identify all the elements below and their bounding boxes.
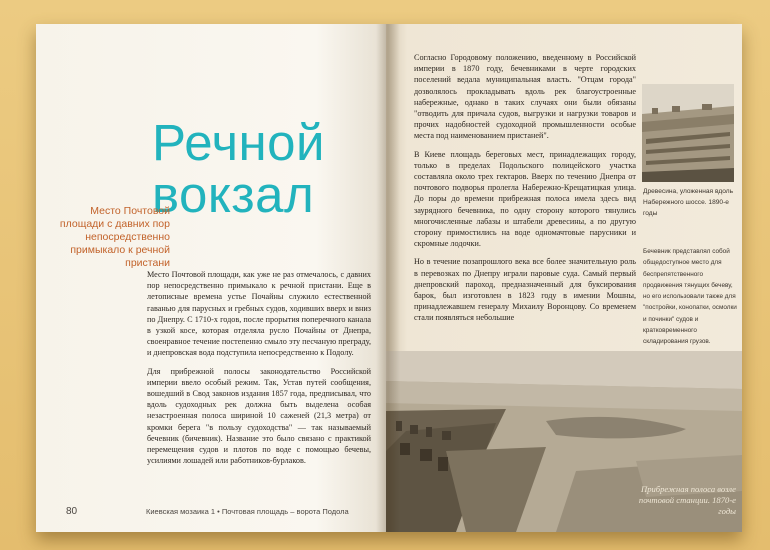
page-number: 80: [66, 506, 78, 517]
paragraph: Для прибрежной полосы законодательство Российской империи ввело особый режим. Так, Устав путей сообщения, вошедший в Свод законов издания 1857 года, предписывал, что вдоль судоходных рек должна быть выделена особая незастроенная полоса шириной 10 саженей (21,3 метра) от кромки берега "в пользу судоходства" — так называемый бечевник (бичевник). Название это было связано с практикой перемещения судов и плотов по воде с помощью бечевы, усилиями лошадей или работников-бурлаков.: [147, 366, 371, 466]
riverbank-photo-caption: Прибрежная полоса возле почтовой станции. 1870-е годы: [638, 484, 736, 516]
paragraph: Согласно Городовому положению, введенному в Российской империи в 1870 году, бечевниками в черте городских поселений ведала муниципальная власть. "Отцам города" дозволялось прокладывать вдоль рек благоустроенные набережные, однако в таких случаях они были обязаны "отводить для причала судов, выгрузки и нагрузки товаров и прочих надобностей судоходной промышленности особые места под наименованием пристаней".: [414, 53, 636, 141]
left-page: [36, 24, 386, 532]
paragraph: В Киеве площадь береговых мест, принадлежащих городу, только в пределах Подольского полицейского участка составляла около трех гектаров. Вверх по течению Днепра от почтового подворья пролегла Набережно-Крещатицкая улица. До поры до времени прибрежная полоса имела здесь вид заурядного бечевника, по одну сторону которого тянулись многочисленные лабазы и штабели древесины, а по другую сторону примостились на воде одномачтовые парусники и скромные лодочки.: [414, 149, 636, 249]
chapter-title-line-2: вокзал: [152, 166, 315, 223]
chapter-title-line-1: Речной: [152, 114, 326, 171]
book-spread: [36, 24, 742, 532]
timber-photo-caption: Древесина, уложенная вдоль Набережного шоссе. 1890-е годы: [643, 188, 734, 217]
book-gutter: [376, 24, 400, 532]
timber-photo-illustration: [642, 84, 734, 182]
running-footer: Киевская мозаика 1 • Почтовая площадь – ворота Подола: [146, 507, 349, 516]
paragraph: Но в течение позапрошлого века все более значительную роль в перевозках по Днепру играли паровые суда. Самый первый днепровский пароход, предназначенный для буксирования барок, был изготовлен в 1823 году в имении Мошны, принадлежавшем генералу Михаилу Воронцову. Со временем стали появляться небольшие: [414, 257, 636, 323]
right-body-text: [414, 52, 636, 331]
pull-quote: Место Почтовой площади с давних пор непосредственно примыкало к речной пристани: [59, 205, 170, 269]
chapter-title: [152, 114, 326, 223]
left-body-text: [147, 269, 371, 473]
timber-photo: [642, 84, 734, 182]
paragraph: Место Почтовой площади, как уже не раз отмечалось, с давних пор непосредственно примыкало к речной пристани. Еще в летописные времена устье Почайны служило естественной гаванью для парусных и гребных судов, ходивших вверх и вниз по Днепру. С 1710-х годов, после прорытия поперечного канала в узкой косе, которая отделяла русло Почайны от Днепра, своенравное течение постепенно смыло эту песчаную преграду, и днепровская вода подступила непосредственно к Подолу.: [147, 270, 371, 358]
right-page: [386, 24, 742, 532]
side-caption: Бечевник представлял собой общедоступное место для беспрепятственного продвижения тянущих бечеву, но его использовали также для "постройки, конопатки, осмолки и починки" судов и кратковременного складирования грузов.: [643, 248, 737, 346]
